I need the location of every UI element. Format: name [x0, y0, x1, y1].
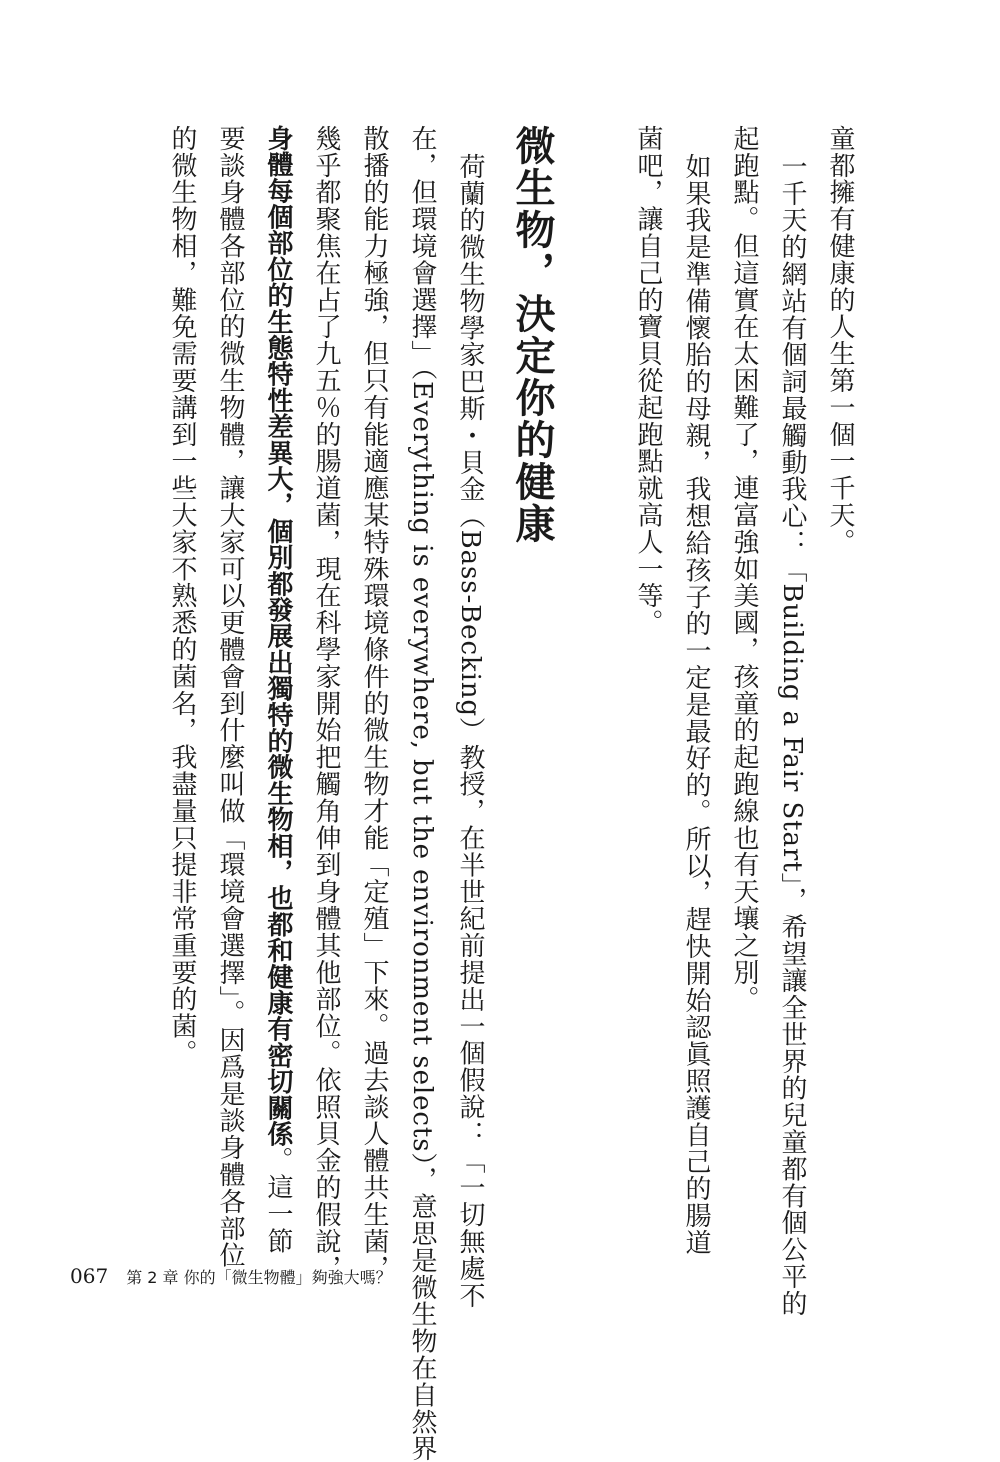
page-footer [70, 1264, 392, 1288]
text-column: 幾乎都聚焦在占了九五％的腸道菌，現在科學家開始把觸角伸到身體其他部位。依照貝金的假說， [311, 125, 341, 1282]
text-column: 童都擁有健康的人生第一個一千天。 [825, 125, 855, 556]
text-column: 的微生物相，難免需要講到一些大家不熟悉的菌名，我盡量只提非常重要的菌。 [167, 125, 197, 1067]
text-column: 起跑點。但這實在太困難了，連富強如美國，孩童的起跑線也有天壤之別。 [729, 125, 759, 1013]
text-column: 在，但環境會選擇」（Everything is everywhere, but the environment selects），意思是微生物在自然界 [407, 125, 437, 1462]
text-column: 散播的能力極強，但只有能適應某特殊環境條件的微生物才能「定殖」下來。過去談人體共生菌， [359, 125, 389, 1282]
text-column [258, 125, 298, 1254]
text-column: 荷蘭的微生物學家巴斯・貝金（Bass-Becking）教授，在半世紀前提出一個假說：「一切無處不 [455, 153, 485, 1309]
text-run: 。這一節 [263, 1146, 293, 1255]
text-column: 要談身體各部位的微生物體，讓大家可以更體會到什麼叫做「環境會選擇」。因爲是談身體各部位 [215, 125, 245, 1269]
page-number: 067 [70, 1264, 109, 1288]
text-column: 如果我是準備懷胎的母親，我想給孩子的一定是最好的。所以，趕快開始認眞照護自己的腸道 [681, 153, 711, 1256]
chapter-title: 第 2 章 你的「微生物體」夠強大嗎？ [126, 1268, 392, 1287]
bold-passage: 身體每個部位的生態特性差異大，個別都發展出獨特的微生物相，也都和健康有密切關係 [263, 125, 293, 1147]
section-heading: 微生物，決定你的健康 [509, 125, 555, 545]
text-column: 一千天的網站有個詞最觸動我心：「Building a Fair Start」，希望讓全世界的兒童都有個公平的 [777, 153, 807, 1317]
text-column: 菌吧，讓自己的寶貝從起跑點就高人一等。 [633, 125, 663, 637]
